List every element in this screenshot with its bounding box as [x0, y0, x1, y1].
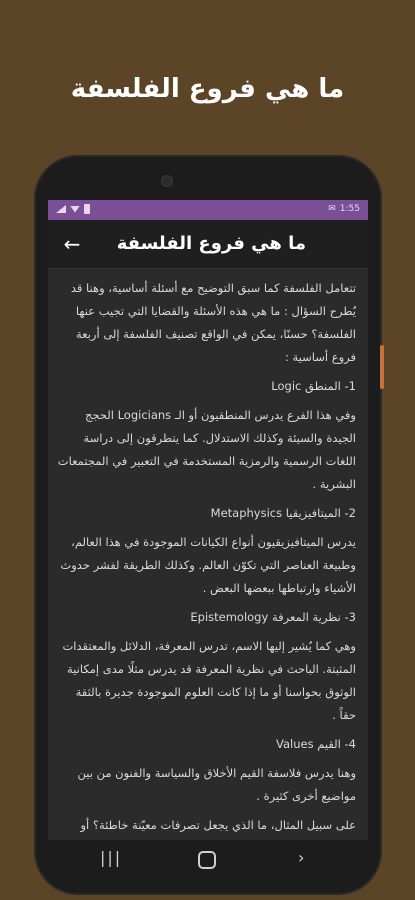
section-body-metaphysics: يدرس الميتافيزيقيون أنواع الكيانات الموجودة في هذا العالم، وطبيعة العناصر التي تكوّن العالم. وكذلك الطريقة لفشر حدوث الأشياء وارتباطها ببعضها البعض . — [60, 535, 356, 595]
article-body — [48, 269, 368, 840]
section-body-values-2: على سبيل المثال، ما الذي يجعل تصرفات معيّنة خاطئة؟ أو — [80, 818, 356, 832]
signal-icon — [56, 205, 66, 213]
battery-icon — [84, 204, 90, 214]
article-intro: تتعامل الفلسفة كما سبق التوضيح مع أسئلة أساسية، وهنا قد يُطرح السؤال : ما هي هذه الأسئلة والقضايا التي تجيب عنها الفلسفة؟ حسنًا، يمكن في الواقع تصنيف الفلسفة إلى أربعة فروع أساسية : — [70, 281, 356, 364]
section-heading-logic: 1- المنطق Logic — [271, 379, 356, 393]
section-heading-metaphysics: 2- الميتافيزيقيا Metaphysics — [210, 506, 356, 520]
section-body-epistemology: وهي كما يُشير إليها الاسم، تدرس المعرفة، الدلائل والمعتقدات المثبتة. الباحث في نظرية المعرفة قد يدرس مثلًا مدى إمكانية الوثوق بحواسنا أو ما إذا كانت العلوم الموجودة جديرة بالثقة حقاً . — [62, 639, 356, 722]
promo-title: ما هي فروع الفلسفة — [70, 74, 345, 104]
app-screen — [48, 200, 368, 840]
home-button[interactable] — [198, 851, 216, 869]
nav-back-button[interactable]: › — [298, 848, 305, 867]
status-time: 1:55 — [339, 204, 360, 214]
phone-frame — [34, 155, 382, 895]
section-heading-epistemology: 3- نظرية المعرفة Epistemology — [190, 610, 356, 624]
status-bar — [48, 200, 368, 220]
back-arrow-icon[interactable]: ← — [63, 232, 81, 256]
recents-button[interactable]: ||| — [100, 848, 123, 867]
page-title: ما هي فروع الفلسفة — [116, 233, 306, 254]
notification-icon: ✉ — [328, 204, 336, 214]
app-bar — [48, 220, 368, 269]
power-button — [380, 345, 384, 389]
system-nav-bar — [48, 840, 368, 880]
front-camera — [161, 175, 173, 187]
section-heading-values: 4- القيم Values — [275, 737, 356, 751]
section-body-logic: وفي هذا الفرع يدرس المنطقيون أو الـ Logicians الحجج الجيدة والسيئة وكذلك الاستدلال. كما يتطرقون إلى دراسة اللغات الرسمية والرمزية المستخدمة في التعبير في المجتمعات البشرية . — [57, 408, 356, 491]
wifi-icon — [70, 206, 80, 213]
section-body-values: وهنا يدرس فلاسفة القيم الأخلاق والسياسة والفنون من بين مواضيع أخرى كثيرة . — [77, 766, 356, 803]
